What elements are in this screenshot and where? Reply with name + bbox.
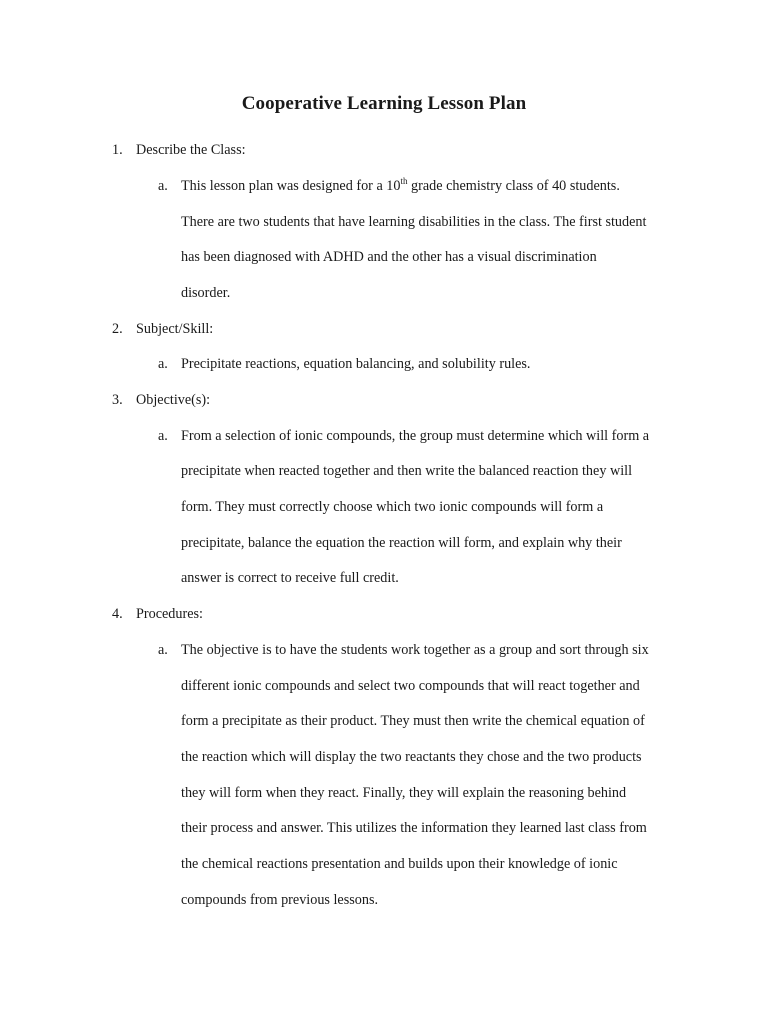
body-line: answer is correct to receive full credit. bbox=[181, 570, 399, 586]
item-letter: a. bbox=[158, 356, 168, 372]
section-number: 4. bbox=[112, 606, 123, 622]
body-line: the reaction which will display the two reactants they chose and the two products bbox=[181, 749, 642, 765]
section-number: 3. bbox=[112, 392, 123, 408]
body-line: precipitate, balance the equation the reaction will form, and explain why their bbox=[181, 535, 622, 551]
body-line: precipitate when reacted together and then write the balanced reaction they will bbox=[181, 463, 633, 479]
section-heading: Objective(s): bbox=[136, 392, 211, 408]
body-line: compounds from previous lessons. bbox=[181, 892, 379, 908]
body-line: their process and answer. This utilizes the information they learned last class from bbox=[181, 820, 647, 836]
section-heading: Describe the Class: bbox=[136, 142, 246, 158]
body-line: form. They must correctly choose which two ionic compounds will form a bbox=[181, 499, 604, 515]
body-line: different ionic compounds and select two compounds that will react together and bbox=[181, 678, 640, 694]
section-heading: Procedures: bbox=[136, 606, 203, 622]
body-line: the chemical reactions presentation and builds upon their knowledge of ionic bbox=[181, 856, 618, 872]
section-number: 1. bbox=[112, 142, 123, 158]
section-heading: Subject/Skill: bbox=[136, 321, 214, 337]
item-letter: a. bbox=[158, 178, 168, 194]
body-line: There are two students that have learning disabilities in the class. The first student bbox=[181, 214, 647, 230]
body-text: This lesson plan was designed for a 10 bbox=[181, 178, 401, 194]
section-number: 2. bbox=[112, 321, 123, 337]
body-text: grade chemistry class of 40 students. bbox=[407, 178, 620, 194]
body-line: The objective is to have the students work together as a group and sort through six bbox=[181, 642, 649, 658]
document-title: Cooperative Learning Lesson Plan bbox=[241, 93, 527, 114]
ordinal-superscript: th bbox=[400, 176, 408, 186]
item-letter: a. bbox=[158, 428, 168, 444]
body-line: Precipitate reactions, equation balancing, and solubility rules. bbox=[181, 356, 531, 372]
body-line: form a precipitate as their product. They must then write the chemical equation of bbox=[181, 713, 645, 729]
body-line bbox=[181, 177, 620, 195]
body-line: From a selection of ionic compounds, the group must determine which will form a bbox=[181, 428, 650, 444]
body-line: disorder. bbox=[181, 285, 231, 301]
body-line: has been diagnosed with ADHD and the other has a visual discrimination bbox=[181, 249, 597, 265]
body-line: they will form when they react. Finally, they will explain the reasoning behind bbox=[181, 785, 627, 801]
item-letter: a. bbox=[158, 642, 168, 658]
